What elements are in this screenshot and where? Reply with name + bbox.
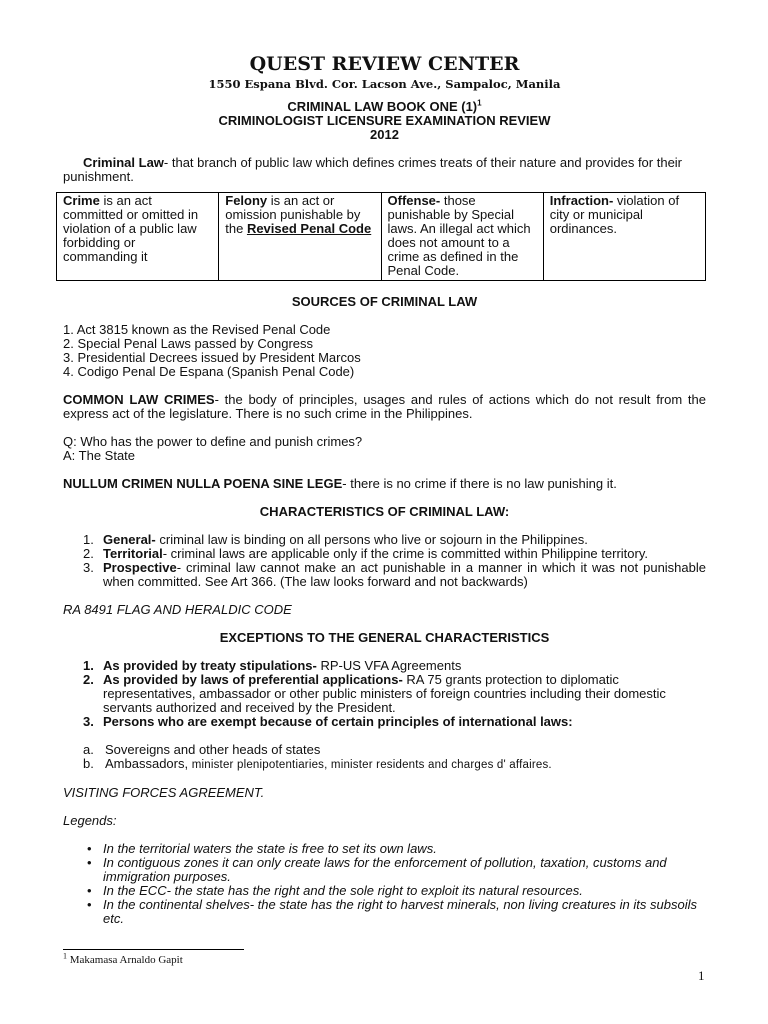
exam-year: 2012 bbox=[370, 127, 399, 142]
sources-heading: SOURCES OF CRIMINAL LAW bbox=[291, 294, 478, 309]
document-page bbox=[63, 52, 706, 926]
list-item: • In the ECC- the state has the right and the sole right to exploit its natural resources. bbox=[87, 883, 583, 898]
list-item: 4. Codigo Penal De Espana (Spanish Penal Code) bbox=[63, 364, 355, 379]
definition-cell-infraction: Infraction- violation of city or municipal ordinances. bbox=[543, 193, 705, 281]
characteristics-heading: CHARACTERISTICS OF CRIMINAL LAW: bbox=[259, 504, 510, 519]
bullet-icon: • bbox=[87, 897, 92, 912]
exam-line: CRIMINOLOGIST LICENSURE EXAMINATION REVIEW bbox=[218, 113, 551, 128]
list-item: 1. General- criminal law is binding on all persons who live or sojourn in the Philippines. bbox=[83, 532, 588, 547]
definition-cell-felony: Felony is an act or omission punishable by the Revised Penal Code bbox=[219, 193, 381, 281]
list-item: • In contiguous zones it can only create laws for the enforcement of pollution, taxation, customs and immigration purposes. bbox=[87, 855, 667, 884]
definition-cell-crime: Crime is an act committed or omitted in violation of a public law forbidding or commanding it bbox=[57, 193, 219, 281]
list-item: 2. Special Penal Laws passed by Congress bbox=[63, 336, 314, 351]
legends-list bbox=[63, 842, 706, 926]
ra-note: RA 8491 FLAG AND HERALDIC CODE bbox=[63, 602, 292, 617]
list-item: b. Ambassadors, minister plenipotentiaries, minister residents and charges d' affaires. bbox=[83, 756, 552, 771]
list-item: a. Sovereigns and other heads of states bbox=[83, 742, 321, 757]
list-item: 3. Prospective- criminal law cannot make an act punishable in a manner in which it was not punishable when committed. See Art 366. (The law looks forward and not backwards) bbox=[83, 560, 706, 589]
footnote: $^1$ Makamasa Arnaldo Gapit bbox=[63, 951, 183, 966]
bullet-icon: • bbox=[87, 855, 92, 870]
question-line: Q: Who has the power to define and punish crimes? bbox=[63, 434, 363, 449]
footnote-separator bbox=[63, 949, 244, 950]
list-item: 1. Act 3815 known as the Revised Penal Code bbox=[63, 322, 331, 337]
footnote-reference: 1 bbox=[477, 98, 482, 108]
list-item: • In the continental shelves- the state has the right to harvest minerals, non living creatures in its subsoils etc. bbox=[87, 897, 697, 926]
definitions-table bbox=[56, 192, 706, 281]
bullet-icon: • bbox=[87, 841, 92, 856]
bullet-icon: • bbox=[87, 883, 92, 898]
definition-cell-offense: Offense- those punishable by Special laws. An illegal act which does not amount to a crime as defined in the Penal Code. bbox=[381, 193, 543, 281]
list-item: 3. Presidential Decrees issued by President Marcos bbox=[63, 350, 361, 365]
answer-line: A: The State bbox=[63, 448, 136, 463]
course-line: CRIMINAL LAW BOOK ONE $(1)^1$ bbox=[287, 98, 482, 114]
legends-label: Legends: bbox=[63, 813, 117, 828]
list-item: 2. As provided by laws of preferential applications- RA 75 grants protection to diplomatic representatives, ambassador or other public ministers of foreign countries including their domestic servants authorized and received by the President. bbox=[83, 672, 666, 715]
exceptions-list bbox=[83, 659, 706, 729]
vfa-heading: VISITING FORCES AGREEMENT. bbox=[63, 785, 265, 800]
document-title: QUEST REVIEW CENTER bbox=[249, 53, 520, 75]
nullum-crimen-paragraph: NULLUM CRIMEN NULLA POENA SINE LEGE- there is no crime if there is no law punishing it. bbox=[63, 476, 617, 491]
exempt-persons-list bbox=[83, 743, 706, 772]
characteristics-list bbox=[83, 533, 706, 589]
sources-list bbox=[63, 323, 706, 379]
list-item: 1. As provided by treaty stipulations- RP-US VFA Agreements bbox=[83, 658, 462, 673]
list-item: 2. Territorial- criminal laws are applicable only if the crime is committed within Philippine territory. bbox=[83, 546, 648, 561]
common-law-paragraph: COMMON LAW CRIMES- the body of principles, usages and rules of actions which do not result from the express act of the legislature. There is no such crime in the Philippines. bbox=[63, 392, 706, 421]
list-item: 3. Persons who are exempt because of certain principles of international laws: bbox=[83, 714, 573, 729]
page-number: 1 bbox=[698, 968, 705, 983]
list-item: • In the territorial waters the state is free to set its own laws. bbox=[87, 841, 437, 856]
intro-paragraph: Criminal Law- that branch of public law which defines crimes treats of their nature and provides for their punishment. bbox=[63, 155, 683, 184]
exceptions-heading: EXCEPTIONS TO THE GENERAL CHARACTERISTICS bbox=[219, 630, 550, 645]
document-address: 1550 Espana Blvd. Cor. Lacson Ave., Sampaloc, Manila bbox=[208, 77, 561, 91]
